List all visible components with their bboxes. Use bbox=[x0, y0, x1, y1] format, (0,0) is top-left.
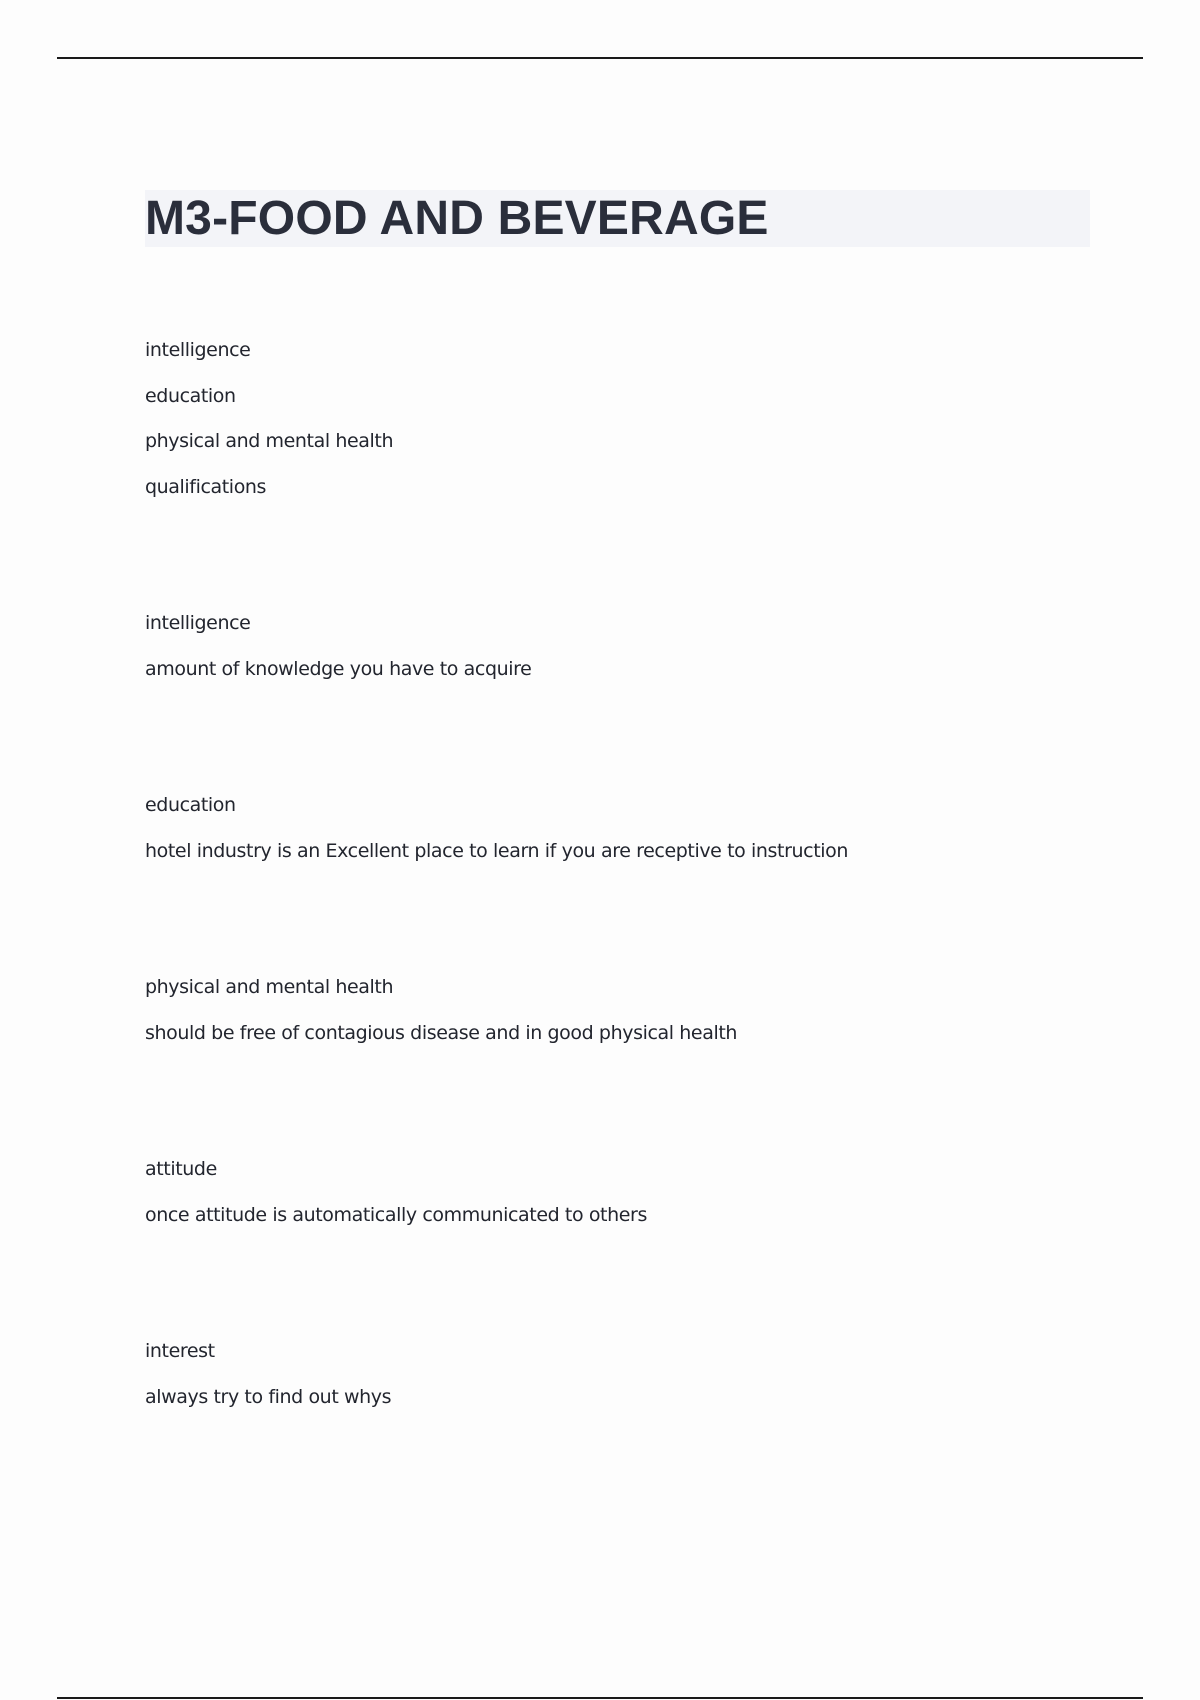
card-definition: amount of knowledge you have to acquire bbox=[145, 658, 532, 680]
card-definition: always try to find out whys bbox=[145, 1386, 392, 1408]
card-term: intelligence bbox=[145, 612, 251, 634]
card-term: physical and mental health bbox=[145, 976, 394, 998]
card-definition: once attitude is automatically communicated to others bbox=[145, 1204, 647, 1226]
intro-list-item: physical and mental health bbox=[145, 430, 394, 452]
footer-rule bbox=[57, 1697, 1143, 1699]
document-title: M3-FOOD AND BEVERAGE bbox=[145, 192, 769, 245]
card-term: interest bbox=[145, 1340, 215, 1362]
intro-list-item: qualifications bbox=[145, 476, 267, 498]
card-term: education bbox=[145, 794, 236, 816]
card-definition: should be free of contagious disease and in good physical health bbox=[145, 1022, 738, 1044]
header-rule bbox=[57, 57, 1143, 59]
card-definition: hotel industry is an Excellent place to learn if you are receptive to instruction bbox=[145, 840, 848, 862]
card-term: attitude bbox=[145, 1158, 217, 1180]
intro-list-item: intelligence bbox=[145, 339, 251, 361]
intro-list-item: education bbox=[145, 385, 236, 407]
